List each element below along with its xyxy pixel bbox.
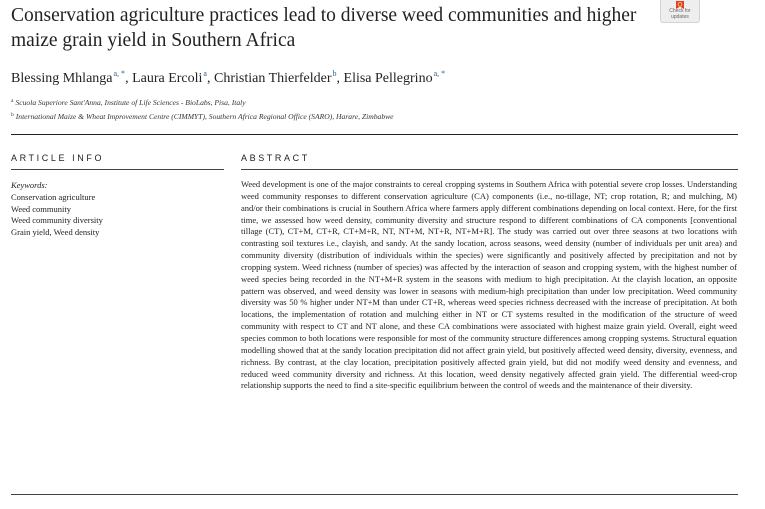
author-separator: , <box>336 71 344 86</box>
author-separator: , <box>206 71 214 86</box>
keyword-item: Conservation agriculture <box>11 191 96 202</box>
abstract-divider <box>241 169 738 170</box>
author-name[interactable]: Laura Ercoli <box>132 71 203 86</box>
keyword-item: Grain yield, Weed density <box>11 227 100 238</box>
keyword-item: Weed community diversity <box>11 215 103 226</box>
article-title: Conservation agriculture practices lead to diverse weed communities and higher maize grain yield in Southern Africa <box>11 5 637 51</box>
keyword-item: Weed community <box>11 203 71 214</box>
article-info-heading: ARTICLE INFO <box>11 153 105 163</box>
author-separator: , <box>125 71 133 86</box>
header-divider <box>11 134 738 135</box>
affiliation-list <box>11 95 394 123</box>
affiliation-mark: b <box>11 112 14 118</box>
badge-line-2: updates <box>671 13 689 20</box>
badge-line-1: Check for <box>669 8 691 14</box>
keywords-block <box>11 180 103 239</box>
author-affiliation-mark[interactable]: b <box>332 69 337 78</box>
author-name[interactable]: Christian Thierfelder <box>213 71 332 86</box>
author-affiliation-mark[interactable]: a <box>203 69 207 78</box>
affiliation-item <box>11 95 394 109</box>
abstract-bottom-divider <box>11 494 738 495</box>
author-affiliation-mark[interactable]: a, * <box>113 69 126 78</box>
affiliation-item <box>11 109 394 123</box>
affiliation-mark: a <box>11 98 14 104</box>
author-name[interactable]: Blessing Mhlanga <box>11 71 113 86</box>
abstract-heading: ABSTRACT <box>241 153 310 163</box>
author-name[interactable]: Elisa Pellegrino <box>343 71 433 86</box>
author-affiliation-mark[interactable]: a, * <box>433 69 446 78</box>
check-for-updates-badge[interactable] <box>660 0 700 23</box>
article-info-divider <box>11 169 224 170</box>
abstract-text: Weed development is one of the major constraints to cereal cropping systems in Southern Africa with potential severe crop losses. Understanding weed community responses to different conservation agriculture (CA) components (i.e., no-tillage, NT; crop rotation, R; and mulching, M) and/or their combinations is crucial in Southern Africa where farmers apply different combinations depending on local context. Here, for the first time, we assessed how weed density, community diversity and structure respond to different combinations of CA components [conventional tillage (CT), CT+M, CT+R, CT+M+R, NT, NT+M, NT+R, NT+M+R]. The study was carried out over three seasons at two locations with contrasting soil textures i.e., clayish, and sandy. At the sandy location, across seasons, weed density (number of individuals per unit area) and community diversity (distribution of individuals within the species) were significantly and positively affected by precipitation and not by cropping system. Weed richness (number of species) was affected by the interaction of season and cropping system, with the highest number of weed species being recorded in the NT+M+R system in the seasons with medium to high precipitation. At the clayish location, an opposite pattern was observed, and weed density was lower in seasons with medium-high precipitation than under low precipitation. Weed community diversity was 50 % higher under NT+M than under CT+R, whereas weed species richness decreased with the increase of precipitation. At both locations, the implementation of rotation and mulching either in NT or CT systems resulted in the modification of the structure of weed community with respect to CT and NT alone, and these CA combinations were associated with highest maize grain yield. Overall, eight weed species common to both locations were responsible for most of the community structure differences among cropping systems. Structural equation modelling showed that at the sandy location precipitation did not affect grain yield, but positively affected weed density, diversity, evenness, and richness. By contrast, at the clay location, precipitation positively affected grain yield, but did not modify weed density and evenness, and reduced weed community diversity and richness. At this location, weed density negatively affected grain yield. The differential weed-crop relationship supports the need to find a site-specific equilibrium between the control of weeds and the maintenance of their diversity. <box>241 179 737 391</box>
keywords-label: Keywords: <box>11 180 48 190</box>
author-list <box>11 65 445 88</box>
affiliation-text: International Maize & Wheat Improvement Centre (CIMMYT), Southern Africa Regional Office (SARO), Harare, Zimbabwe <box>15 112 394 121</box>
affiliation-text: Scuola Superiore Sant'Anna, Institute of Life Sciences - BioLabs, Pisa, Italy <box>15 98 246 107</box>
